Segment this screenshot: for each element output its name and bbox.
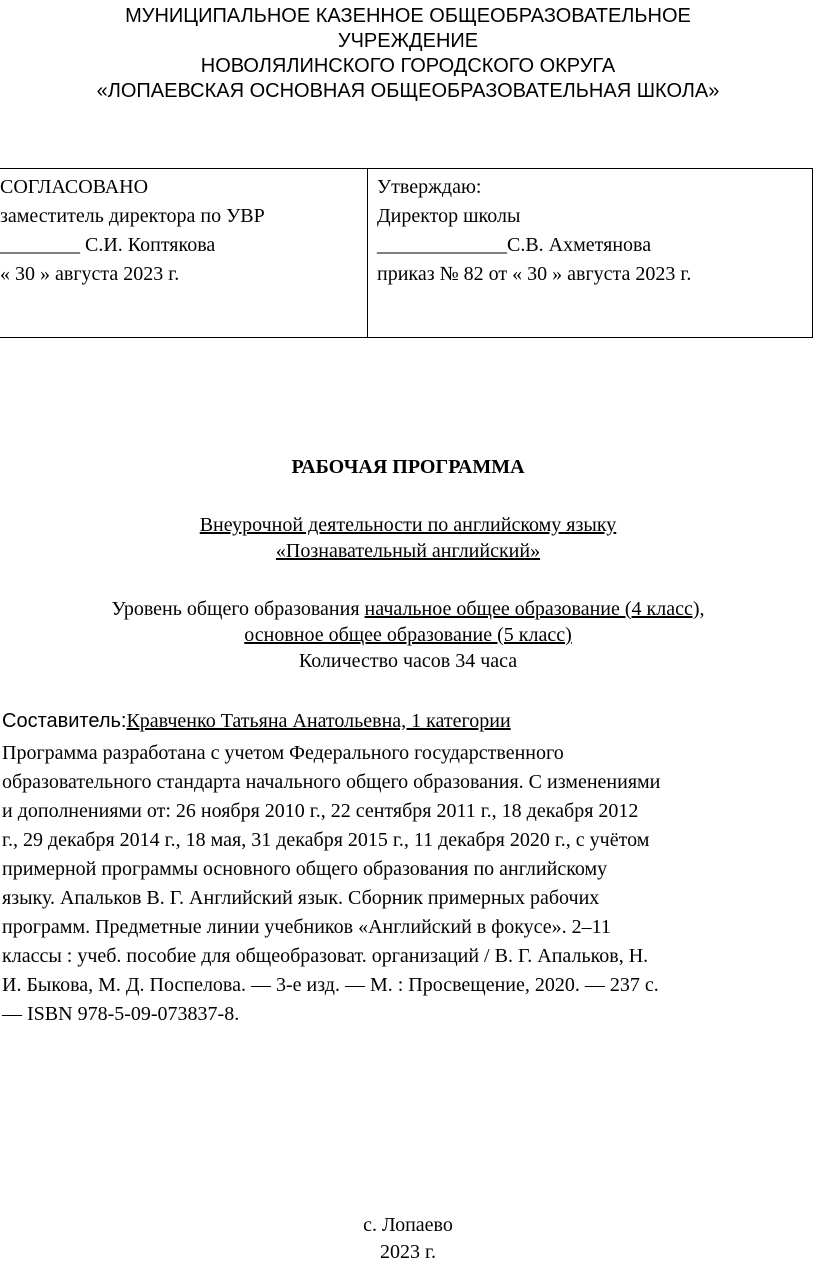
author-line bbox=[2, 708, 511, 734]
institution-line-4: «ЛОПАЕВСКАЯ ОСНОВНАЯ ОБЩЕОБРАЗОВАТЕЛЬНАЯ ШКОЛА» bbox=[96, 80, 720, 102]
approval-left-cell bbox=[0, 173, 265, 289]
level-label: Уровень общего образования bbox=[111, 598, 365, 620]
director-signature: _____________С.В. Ахметянова bbox=[377, 234, 652, 256]
hours-count: Количество часов 34 часа bbox=[298, 650, 518, 672]
level-value-1: начальное общее образование (4 класс), bbox=[364, 598, 705, 620]
description-line: образовательного стандарта начального общего образования. С изменениями bbox=[2, 771, 661, 793]
description-line: И. Быкова, М. Д. Поспелова. — 3-е изд. — М. : Просвещение, 2020. — 237 с. bbox=[2, 974, 659, 996]
description-line: языку. Апальков В. Г. Английский язык. Сборник примерных рабочих bbox=[2, 887, 600, 909]
author-name: Кравченко Татьяна Анатольевна, 1 категории bbox=[126, 710, 511, 732]
agreed-label: СОГЛАСОВАНО bbox=[0, 176, 149, 198]
author-label: Составитель: bbox=[2, 710, 127, 732]
agreed-date: « 30 » августа 2023 г. bbox=[0, 263, 180, 285]
description-line: — ISBN 978-5-09-073837-8. bbox=[2, 1003, 240, 1025]
subject-line-1: Внеурочной деятельности по английскому языку bbox=[199, 514, 617, 536]
description-line: программ. Предметные линии учебников «Английский в фокусе». 2–11 bbox=[2, 916, 611, 938]
program-title: РАБОЧАЯ ПРОГРАММА bbox=[291, 456, 525, 478]
director-position: Директор школы bbox=[377, 205, 521, 227]
institution-line-2: УЧРЕЖДЕНИЕ bbox=[337, 30, 479, 52]
level-value-2: основное общее образование (5 класс) bbox=[244, 624, 572, 646]
order-line: приказ № 82 от « 30 » августа 2023 г. bbox=[377, 263, 692, 285]
institution-line-1: МУНИЦИПАЛЬНОЕ КАЗЕННОЕ ОБЩЕОБРАЗОВАТЕЛЬНОЕ bbox=[125, 5, 691, 27]
description-line: г., 29 декабря 2014 г., 18 мая, 31 декабря 2015 г., 11 декабря 2020 г., с учётом bbox=[2, 829, 650, 851]
description-line: и дополнениями от: 26 ноября 2010 г., 22 сентября 2011 г., 18 декабря 2012 bbox=[2, 800, 639, 822]
footer-place: с. Лопаево bbox=[363, 1214, 453, 1236]
subject-line-2: «Познавательный английский» bbox=[275, 540, 541, 562]
description-line: примерной программы основного общего образования по английскому bbox=[2, 858, 608, 880]
program-description bbox=[2, 739, 814, 1029]
description-line: классы : учеб. пособие для общеобразоват. организаций / В. Г. Апальков, Н. bbox=[2, 945, 649, 967]
approval-table bbox=[0, 168, 813, 338]
approval-right-cell bbox=[377, 173, 691, 289]
deputy-signature: ________ С.И. Коптякова bbox=[0, 234, 216, 256]
institution-header bbox=[0, 4, 816, 104]
footer-year: 2023 г. bbox=[380, 1241, 436, 1263]
description-line: Программа разработана с учетом Федерального государственного bbox=[2, 742, 564, 764]
program-level bbox=[0, 596, 816, 674]
deputy-position: заместитель директора по УВР bbox=[0, 205, 265, 227]
institution-line-3: НОВОЛЯЛИНСКОГО ГОРОДСКОГО ОКРУГА bbox=[200, 55, 616, 77]
program-subject bbox=[0, 512, 816, 564]
approve-label: Утверждаю: bbox=[377, 176, 482, 198]
footer bbox=[0, 1212, 816, 1266]
table-divider bbox=[367, 169, 368, 337]
